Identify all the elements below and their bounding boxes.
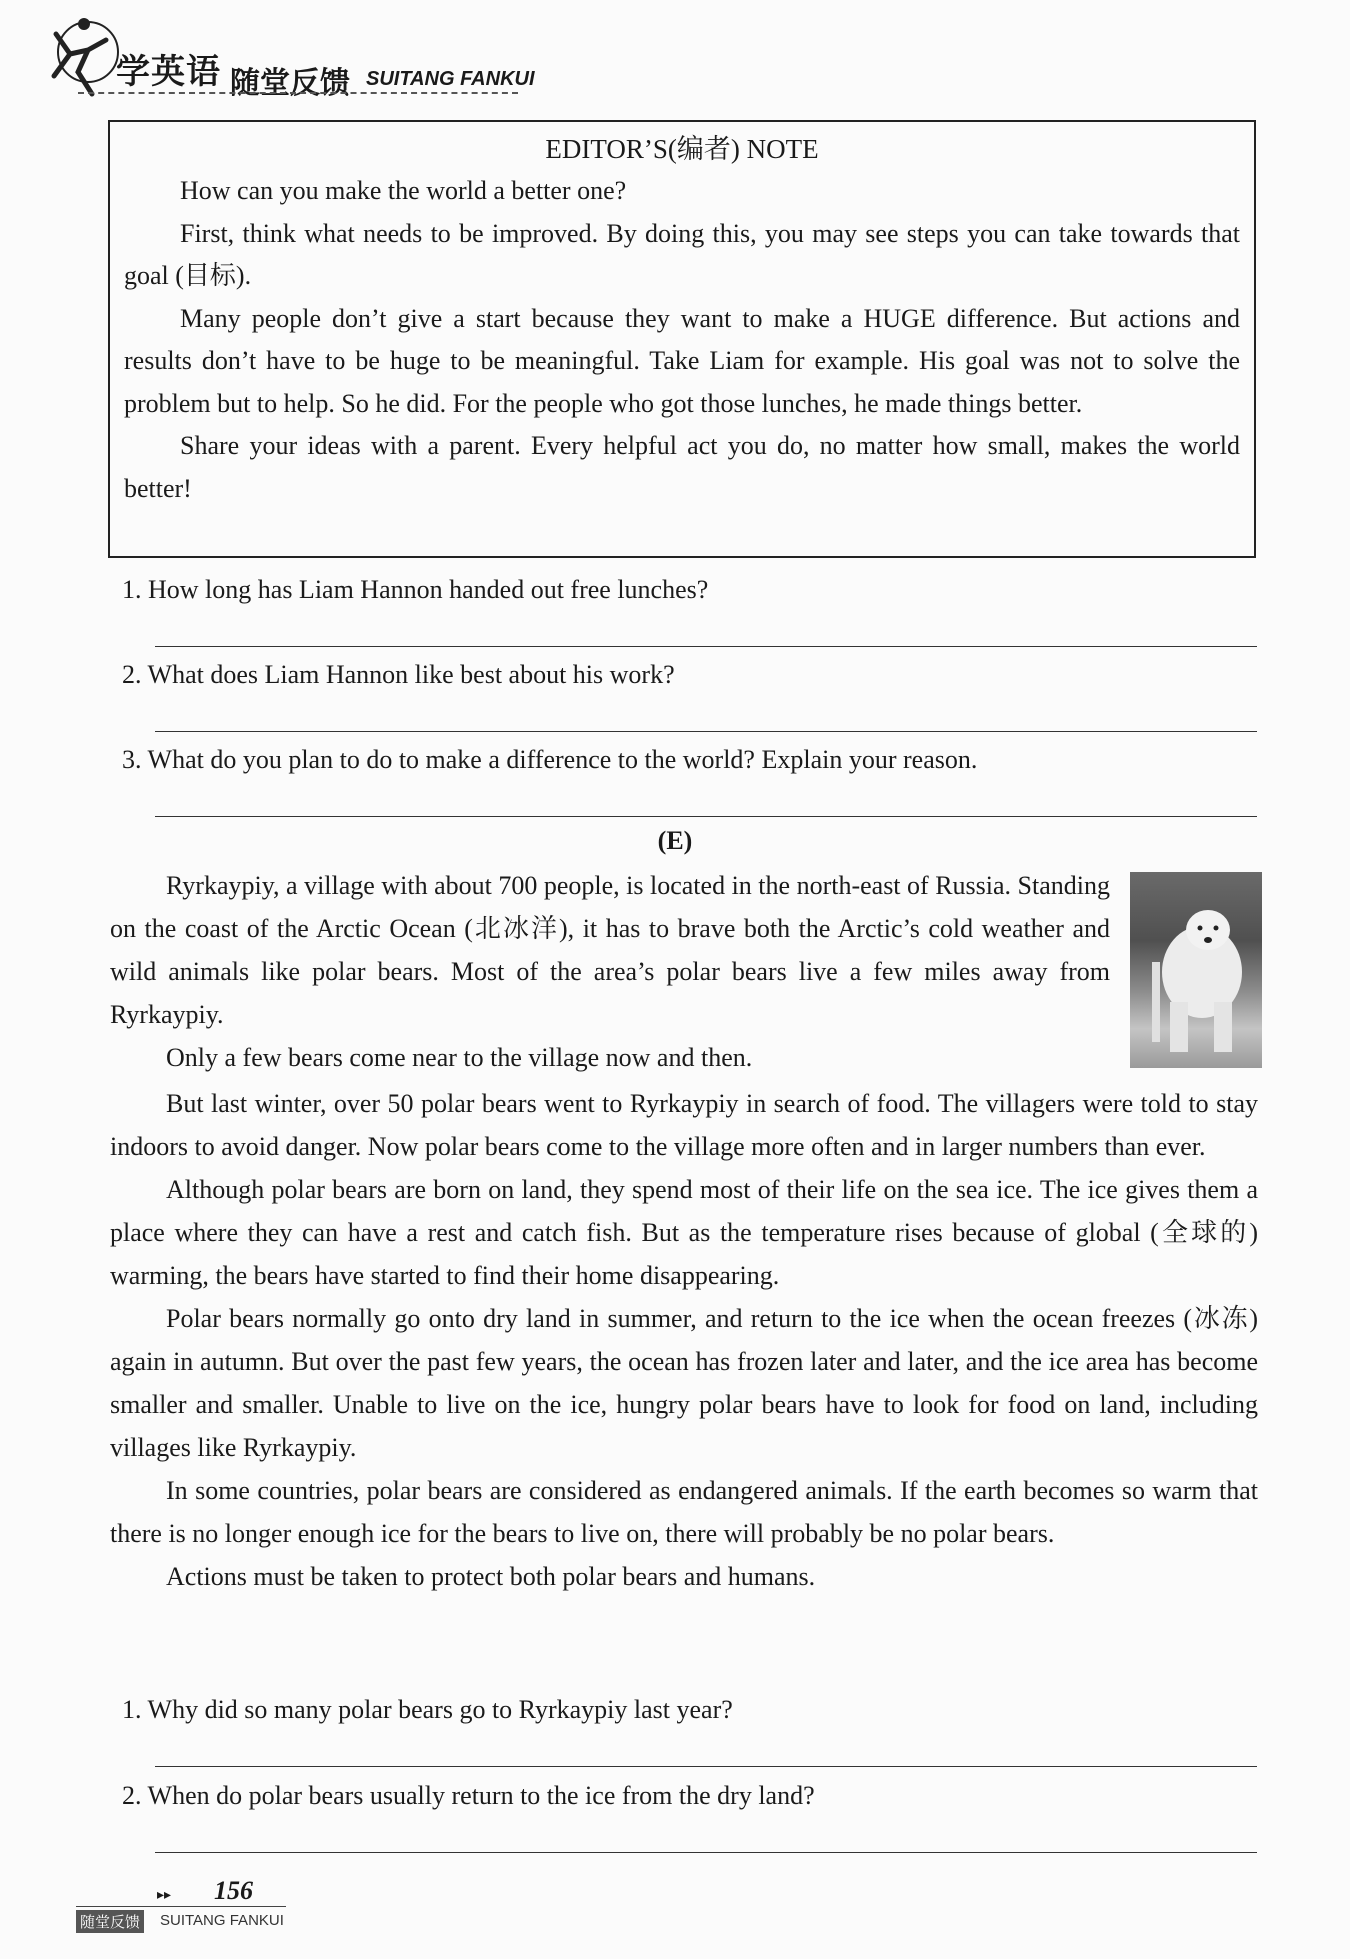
footer-brand-cn: 随堂反馈	[76, 1910, 144, 1933]
passage-paragraph: Although polar bears are born on land, they spend most of their life on the sea ice. The ice gives them a place where they can have a rest and catch fish. But as the temperature rises because of global (全球的) warming, the bears have started to find their home disappearing.	[110, 1175, 1258, 1290]
page-arrows-icon: ▸▸	[157, 1887, 172, 1903]
question-e-2: 2. When do polar bears usually return to the ice from the dry land?	[122, 1781, 815, 1810]
section-label: (E)	[657, 826, 693, 855]
passage-paragraph: In some countries, polar bears are considered as endangered animals. If the earth becomes so warm that there is no longer enough ice for the bears to live on, there will probably be no polar bears.	[110, 1476, 1258, 1548]
editor-note-title: EDITOR’S(编者) NOTE	[545, 134, 819, 164]
brand-title-cn: 学英语	[116, 52, 221, 92]
passage-paragraph: Ryrkaypiy, a village with about 700 people, is located in the north-east of Russia. Standing on the coast of the Arctic Ocean (北冰洋), it has to brave both the Arctic’s cold weather and wild animals like polar bears. Most of the area’s polar bears live a few miles away from Ryrkaypiy.	[110, 871, 1110, 1029]
header-divider	[78, 92, 518, 94]
editor-note-box	[108, 120, 1256, 558]
editor-note-paragraph: Many people don’t give a start because they want to make a HUGE difference. But actions and results don’t have to be huge to be meaningful. Take Liam for example. His goal was not to solve the problem but to help. So he did. For the people who got those lunches, he made things better.	[124, 303, 1240, 418]
editor-note-paragraph: Share your ideas with a parent. Every helpful act you do, no matter how small, makes the world better!	[124, 431, 1240, 503]
footer-brand-en: SUITANG FANKUI	[160, 1912, 284, 1929]
answer-line[interactable]	[155, 816, 1257, 817]
page-number: 156	[214, 1876, 253, 1905]
footer-divider	[76, 1906, 286, 1907]
passage-e-intro	[110, 864, 1110, 1079]
question-d-1: 1. How long has Liam Hannon handed out free lunches?	[122, 575, 709, 604]
question-d-2: 2. What does Liam Hannon like best about his work?	[122, 660, 675, 689]
answer-line[interactable]	[155, 646, 1257, 647]
answer-line[interactable]	[155, 1852, 1257, 1853]
brand-subtitle-en: SUITANG FANKUI	[366, 68, 535, 90]
passage-e-body	[110, 1082, 1258, 1598]
answer-line[interactable]	[155, 1766, 1257, 1767]
brand-subtitle-cn: 随堂反馈	[230, 66, 350, 101]
passage-paragraph: But last winter, over 50 polar bears went to Ryrkaypiy in search of food. The villagers were told to stay indoors to avoid danger. Now polar bears come to the village more often and in larger numbers than ever.	[110, 1089, 1258, 1161]
answer-line[interactable]	[155, 731, 1257, 732]
question-d-3: 3. What do you plan to do to make a difference to the world? Explain your reason.	[122, 745, 978, 774]
passage-paragraph: Only a few bears come near to the village now and then.	[166, 1043, 753, 1072]
editor-note-paragraph: How can you make the world a better one?	[180, 176, 627, 205]
polar-bear-icon	[1130, 872, 1262, 1068]
editor-note-paragraph: First, think what needs to be improved. By doing this, you may see steps you can take towards that goal (目标).	[124, 218, 1240, 290]
page-header	[48, 14, 648, 104]
passage-paragraph: Actions must be taken to protect both polar bears and humans.	[166, 1562, 816, 1591]
polar-bear-photo	[1130, 872, 1262, 1068]
passage-paragraph: Polar bears normally go onto dry land in summer, and return to the ice when the ocean freezes (冰冻) again in autumn. But over the past few years, the ocean has frozen later and later, and the ice area has become smaller and smaller. Unable to live on the ice, hungry polar bears have to look for food on land, including villages like Ryrkaypiy.	[110, 1304, 1258, 1462]
question-e-1: 1. Why did so many polar bears go to Ryrkaypiy last year?	[122, 1695, 733, 1724]
